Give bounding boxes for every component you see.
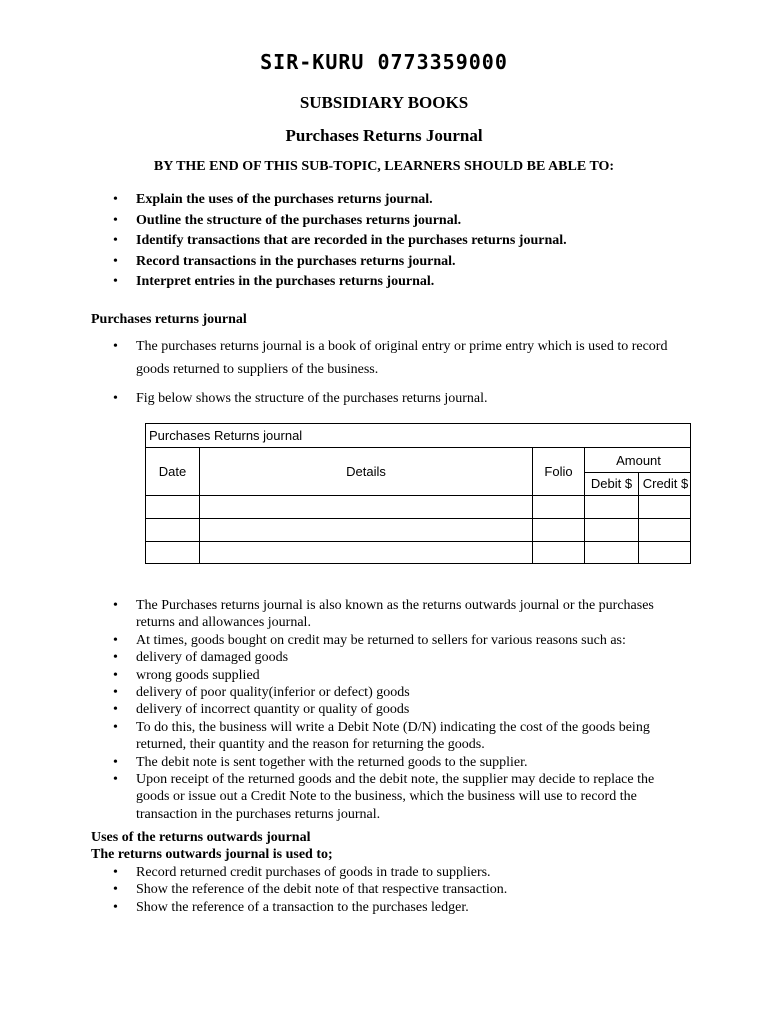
- objective-item: • Interpret entries in the purchases returns journal.: [113, 272, 567, 293]
- column-details: Details: [346, 464, 386, 479]
- column-amount: Amount: [616, 453, 661, 468]
- column-credit: Credit $: [642, 476, 689, 491]
- body-item: • The Purchases returns journal is also known as the returns outwards journal or the purchases returns and allowances journal.: [113, 597, 688, 632]
- uses-item: • Record returned credit purchases of goods in trade to suppliers.: [113, 864, 688, 881]
- uses-item: • Show the reference of the debit note of that respective transaction.: [113, 881, 688, 898]
- uses-list: [113, 864, 688, 916]
- body-list: [113, 597, 688, 823]
- body-item: • delivery of poor quality(inferior or defect) goods: [113, 684, 688, 701]
- intro-list: [113, 335, 673, 416]
- body-item: • delivery of damaged goods: [113, 649, 688, 666]
- objectives-heading: BY THE END OF THIS SUB-TOPIC, LEARNERS SHOULD BE ABLE TO:: [153, 159, 615, 174]
- objective-item: • Identify transactions that are recorded in the purchases returns journal.: [113, 231, 567, 252]
- body-item: • The debit note is sent together with the returned goods to the supplier.: [113, 754, 688, 771]
- objective-item: • Record transactions in the purchases returns journal.: [113, 252, 567, 273]
- document-title: SUBSIDIARY BOOKS: [299, 93, 469, 112]
- figure-title: Purchases Returns journal: [146, 424, 690, 448]
- document-subtitle: Purchases Returns Journal: [285, 126, 483, 145]
- body-item: • wrong goods supplied: [113, 667, 688, 684]
- intro-item: • Fig below shows the structure of the purchases returns journal.: [113, 387, 673, 410]
- intro-item: • The purchases returns journal is a book of original entry or prime entry which is used to record goods returned to suppliers of the business.: [113, 335, 673, 381]
- section-heading: Purchases returns journal: [91, 312, 247, 327]
- uses-item: • Show the reference of a transaction to the purchases ledger.: [113, 899, 688, 916]
- objectives-list: [113, 190, 567, 293]
- objective-item: • Explain the uses of the purchases returns journal.: [113, 190, 567, 211]
- body-item: • To do this, the business will write a Debit Note (D/N) indicating the cost of the goods being returned, their quantity and the reason for returning the goods.: [113, 719, 688, 754]
- body-item: • Upon receipt of the returned goods and the debit note, the supplier may decide to replace the goods or issue out a Credit Note to the business, which the business will use to record the transaction in the purchases returns journal.: [113, 771, 688, 823]
- uses-subheading: The returns outwards journal is used to;: [91, 847, 333, 862]
- body-item: • delivery of incorrect quantity or quality of goods: [113, 701, 688, 718]
- uses-heading: Uses of the returns outwards journal: [91, 830, 311, 845]
- objective-item: • Outline the structure of the purchases returns journal.: [113, 211, 567, 232]
- body-item: • At times, goods bought on credit may be returned to sellers for various reasons such as:: [113, 632, 688, 649]
- column-debit: Debit $: [590, 476, 633, 491]
- page-header: SIR-KURU 0773359000: [260, 50, 508, 74]
- column-folio: Folio: [544, 464, 573, 479]
- column-date: Date: [158, 464, 187, 479]
- journal-figure: [145, 423, 691, 564]
